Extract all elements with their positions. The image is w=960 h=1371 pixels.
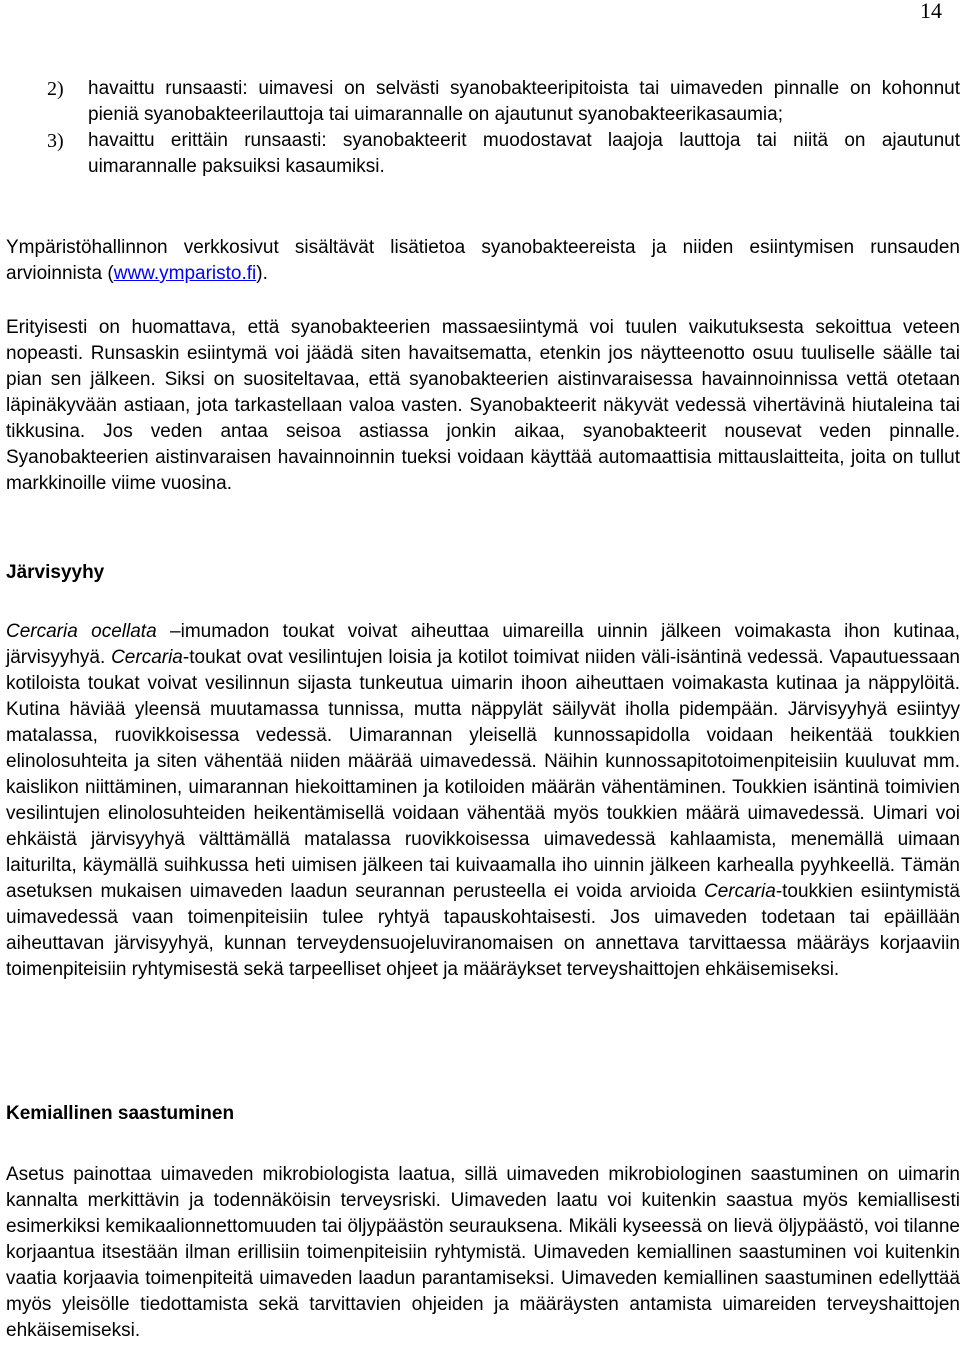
page-number: 14 — [920, 0, 942, 23]
numbered-list — [10, 76, 960, 180]
paragraph-text: ). — [256, 263, 268, 284]
list-item-text: havaittu erittäin runsaasti: syanobakteerit muodostavat laajoja lauttoja tai niitä on ajautunut uimarannalle paksuiksi kasaumiksi. — [88, 130, 960, 177]
paragraph-environment-info — [6, 235, 960, 287]
paragraph-text: –imumadon toukat voivat aiheuttaa uimareilla uinnin jälkeen voimakasta ihon kutinaa, järvisyyhyä. — [6, 621, 960, 668]
paragraph-chemical: Asetus painottaa uimaveden mikrobiologista laatua, sillä uimaveden mikrobiologinen saastuminen on uimarin kannalta merkittävin ja todennäköisin terveysriski. Uimaveden laatu voi kuitenkin saastua myös kemiallisesti esimerkiksi kemikaalionnettomuuden tai öljypäästön seurauksena. Mikäli kyseessä on lievä öljypäästö, voi tilanne korjaantua itsestään ilman erillisiin toimenpiteisiin ryhtymistä. Uimaveden kemiallinen saastuminen voi kuitenkin vaatia korjaavia toimenpiteitä uimaveden laadun parantamiseksi. Uimaveden kemiallinen saastuminen edellyttää myös yleisölle tiedottamista sekä tarvittavien ohjeiden ja määräysten antamista uimareiden terveyshaittojen ehkäisemiseksi. — [6, 1164, 960, 1341]
paragraph-swimmers-itch — [6, 619, 960, 983]
list-item — [10, 76, 960, 128]
species-term: Cercaria — [111, 647, 183, 668]
paragraph-text: -toukkien esiintymistä uimavedessä vaan toimenpiteisiin tulee ryhtyä tapauskohtaisesti. Jos uimaveden todetaan tai epäillään aiheuttavan järvisyyhyä, kunnan terveydensuojeluviranomaisen on annettava tarvittaessa määräys korjaaviin toimenpiteisiin ryhtymisestä sekä tarpeelliset ohjeet ja määräykset terveyshaittojen ehkäisemiseksi. — [6, 881, 960, 980]
section-heading-swimmers-itch: Järvisyyhy — [6, 562, 105, 583]
paragraph-text: -toukat ovat vesilintujen loisia ja kotilot toimivat niiden väli-isäntinä vedessä. Vapautuessaan kotiloista toukat voivat vesilinnun sijasta tunkeutua uimarin ihoon aiheuttaen voimakasta kutinaa ja näppylöitä. Kutina häviää yleensä muutamassa tunnissa, mutta näppylät säilyvät iholla pidempään. Järvisyyhyä esiintyy matalassa, ruovikkoisessa vedessä. Uimarannan yleisellä kunnossapidolla voidaan heikentää toukkien elinolosuhteita ja siten vähentää niiden määrää uimavedessä. Näihin kunnossapitotoimenpiteisiin kuuluvat mm. kaislikon niittäminen, uimarannan hiekoittaminen ja kotiloiden määrän vähentäminen. Toukkien isäntinä toimivien vesilintujen elinolosuhteiden heikentämisellä voidaan vähentää myös toukkien määrä uimavedessä. Uimari voi ehkäistä järvisyyhyä välttämällä matalassa ruovikkoisessa uimavedessä kahlaamista, menemällä uimaan laiturilta, käymällä suihkussa heti uimisen jälkeen tai kuivaamalla iho uinnin jälkeen karhealla pyyhkeellä. Tämän asetuksen mukaisen uimaveden laadun seurannan perusteella ei voida arvioida — [6, 647, 960, 902]
paragraph-text: Ympäristöhallinnon verkkosivut sisältävät lisätietoa syanobakteereista ja niiden esiintymisen runsauden arvioinnista ( — [6, 237, 960, 284]
list-item-number: 3) — [47, 130, 64, 152]
species-term: Cercaria ocellata — [6, 621, 157, 642]
paragraph-mass-occurrence: Erityisesti on huomattava, että syanobakteerien massaesiintymä voi tuulen vaikutuksesta sekoittua veteen nopeasti. Runsaskin esiintymä voi jäädä siten havaitsematta, etenkin jos näytteenotto osuu tuuliselle säälle tai pian sen jälkeen. Siksi on suositeltavaa, että syanobakteerien aistinvaraisessa havainnoinnissa vettä otetaan läpinäkyvään astiaan, jota tarkastellaan valoa vasten. Syanobakteerit näkyvät vedessä vihertävinä hiutaleina tai tikkusina. Jos veden antaa seisoa astiassa jonkin aikaa, syanobakteerit nousevat veden pinnalle. Syanobakteerien aistinvaraisen havainnoinnin tueksi voidaan käyttää automaattisia mittauslaitteita, joita on tullut markkinoille viime vuosina. — [6, 317, 960, 494]
section-heading-chemical: Kemiallinen saastuminen — [6, 1103, 235, 1124]
ymparisto-link[interactable]: www.ymparisto.fi — [113, 263, 257, 284]
species-term: Cercaria — [704, 881, 776, 902]
list-item-text: havaittu runsaasti: uimavesi on selvästi syanobakteeripitoista tai uimaveden pinnalle on kohonnut pieniä syanobakteerilauttoja tai uimarannalle on ajautunut syanobakteerikasaumia; — [88, 78, 960, 125]
list-item-number: 2) — [47, 78, 64, 100]
list-item — [10, 128, 960, 180]
